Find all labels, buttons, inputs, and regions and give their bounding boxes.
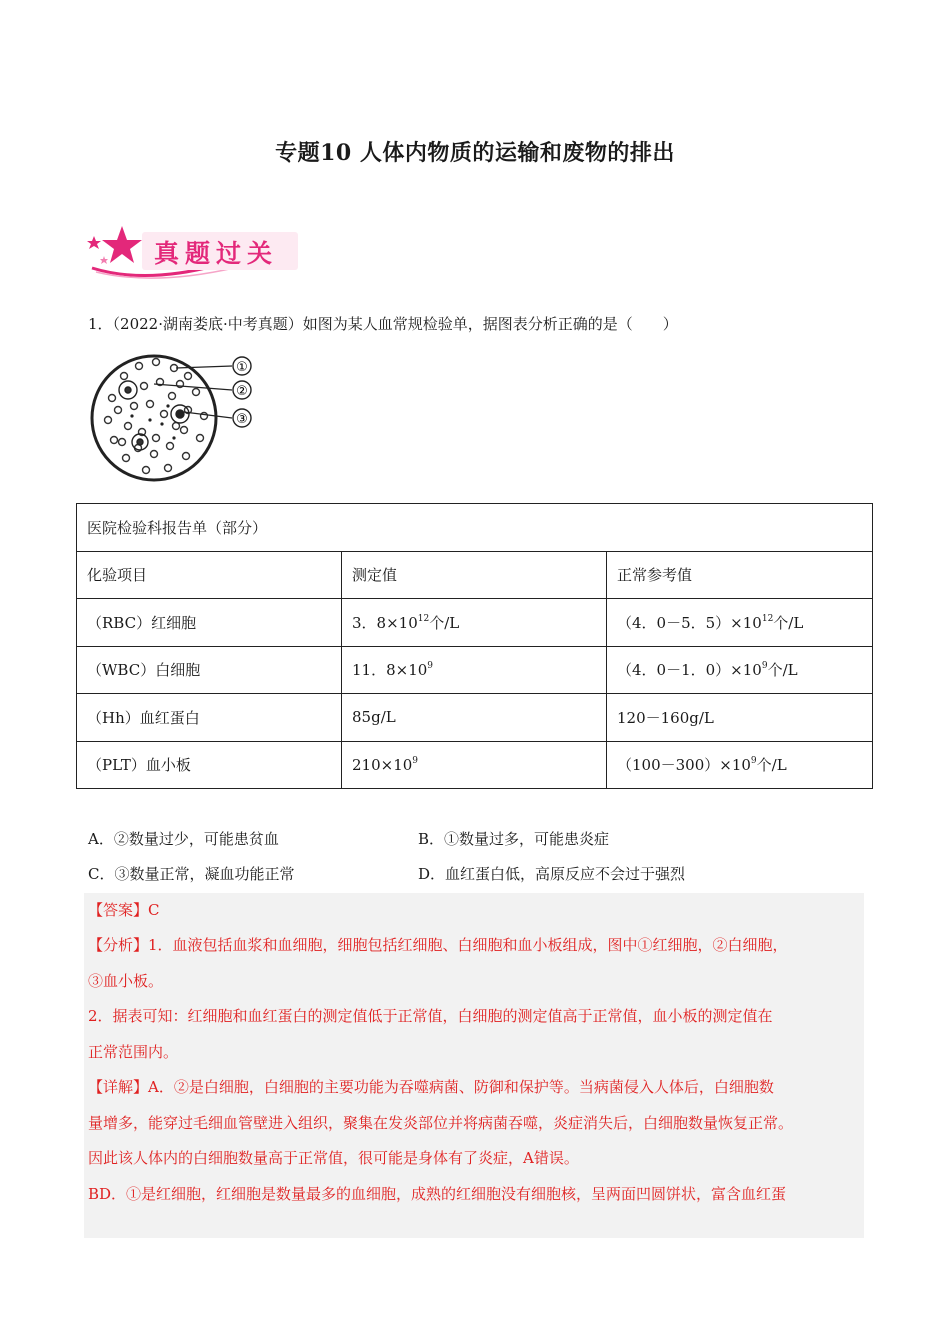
cell-item: （Hh）血红蛋白 <box>77 694 342 742</box>
answer-line: 【答案】C <box>88 901 160 919</box>
detail-line: 因此该人体内的白细胞数量高于正常值，很可能是身体有了炎症，A错误。 <box>88 1149 579 1167</box>
detail-line: 【详解】A．②是白细胞，白细胞的主要功能为吞噬病菌、防御和保护等。当病菌侵入人体后，白细胞数 <box>88 1078 774 1096</box>
blood-cells-icon <box>84 346 264 486</box>
cell-item: （RBC）红细胞 <box>77 599 342 647</box>
table-row <box>77 741 873 789</box>
header-value: 测定值 <box>342 551 607 599</box>
cell-value: $210\times 10^9$ <box>342 741 607 789</box>
option-d: D．血红蛋白低，高原反应不会过于强烈 <box>418 865 686 883</box>
section-banner <box>84 222 300 280</box>
option-a: A．②数量过少，可能患贫血 <box>88 830 279 848</box>
cell-reference: （4．0－1．$0)\times 10^9$个/L <box>607 646 873 694</box>
cell-item: （PLT）血小板 <box>77 741 342 789</box>
detail-line: 量增多，能穿过毛细血管壁进入组织，聚集在发炎部位并将病菌吞噬，炎症消失后，白细胞数量恢复正常。 <box>88 1114 794 1132</box>
table-row <box>77 599 873 647</box>
analysis-line: 2．据表可知：红细胞和血红蛋白的测定值低于正常值，白细胞的测定值高于正常值，血小板的测定值在 <box>88 1007 773 1025</box>
table-caption-row <box>77 504 873 552</box>
banner-label: 真题过关 <box>154 239 279 268</box>
cell-reference: （4．0－5．$5)\times 10^{12}$个/L <box>607 599 873 647</box>
cell-item: （WBC）白细胞 <box>77 646 342 694</box>
analysis-line: 【分析】1．血液包括血浆和血细胞，细胞包括红细胞、白细胞和血小板组成，图中①红细胞，②白细胞， <box>88 936 788 954</box>
table-row <box>77 694 873 742</box>
header-reference: 正常参考值 <box>607 551 873 599</box>
analysis-line: ③血小板。 <box>88 972 164 990</box>
blood-smear-figure <box>84 346 264 486</box>
option-b: B．①数量过多，可能患炎症 <box>418 830 610 848</box>
cell-value: 3．$8\times 10^{12}$个/L <box>342 599 607 647</box>
blood-report-table <box>76 503 873 789</box>
table-caption: 医院检验科报告单（部分） <box>77 504 873 552</box>
analysis-line: 正常范围内。 <box>88 1043 179 1061</box>
option-c: C．③数量正常，凝血功能正常 <box>88 865 295 883</box>
cell-value: 85g/L <box>342 694 607 742</box>
cell-value: 11．$8\times 10^9$ <box>342 646 607 694</box>
header-item: 化验项目 <box>77 551 342 599</box>
cell-reference: $(100-300)\times 10^9$个/L <box>607 741 873 789</box>
figure-label-2: ② <box>236 384 248 399</box>
figure-label-1: ① <box>236 360 248 375</box>
table-header-row <box>77 551 873 599</box>
question-stem: 1．（2022·湖南娄底·中考真题）如图为某人血常规检验单，据图表分析正确的是（ ） <box>88 315 678 333</box>
table-row <box>77 646 873 694</box>
page-title: 专题10 人体内物质的运输和废物的排出 <box>275 140 675 166</box>
detail-line: BD．①是红细胞，红细胞是数量最多的血细胞，成熟的红细胞没有细胞核，呈两面凹圆饼状，富含血红蛋 <box>88 1185 787 1203</box>
figure-label-3: ③ <box>236 412 248 427</box>
cell-reference: 120－160g/L <box>607 694 873 742</box>
